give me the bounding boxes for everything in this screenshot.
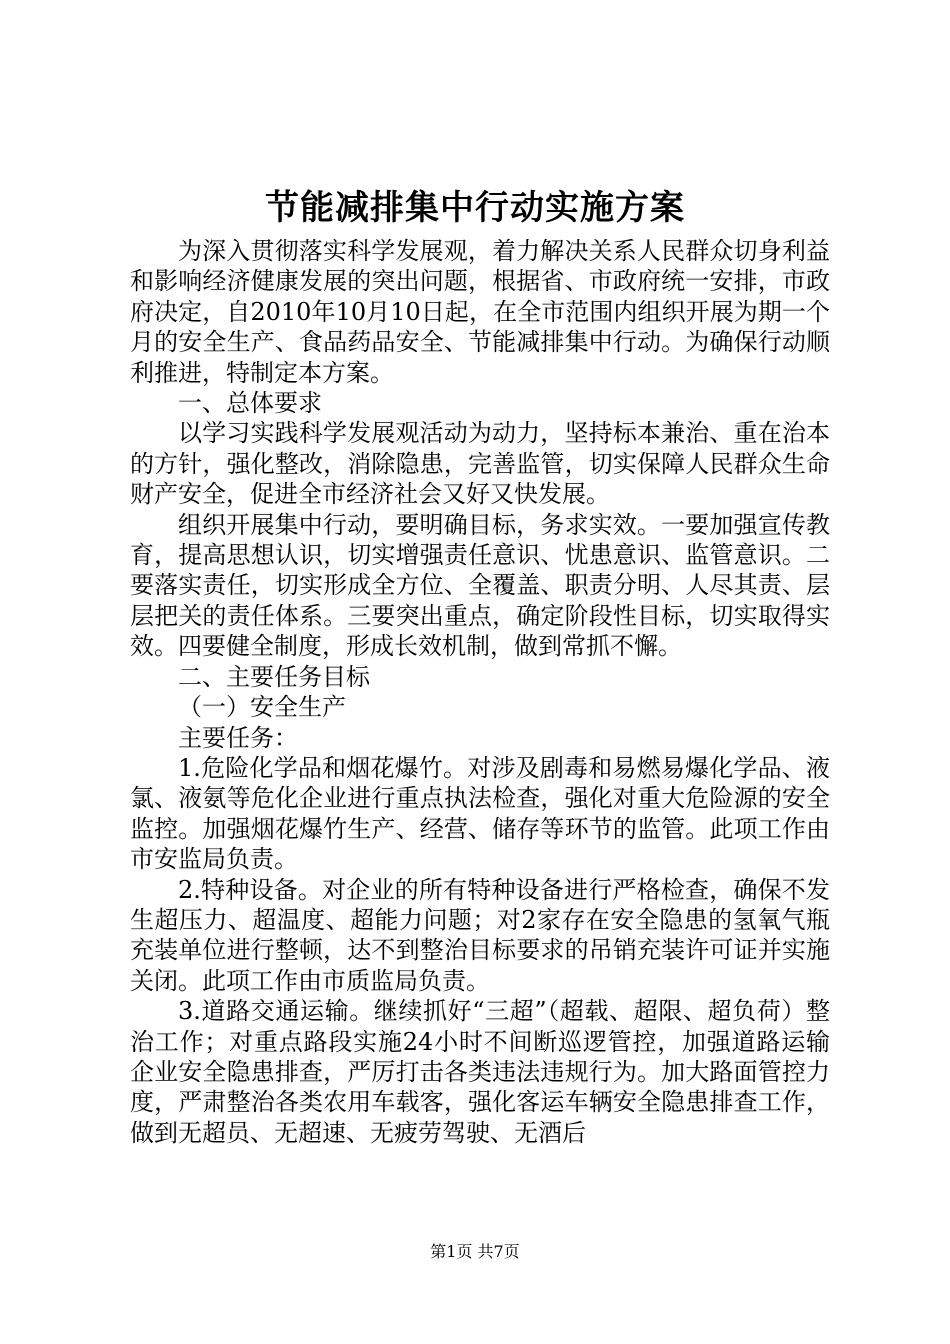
task-item-special-equipment: 2.特种设备。对企业的所有特种设备进行严格检查，确保不发生超压力、超温度、超能力问题；对2家存在安全隐患的氢氧气瓶充装单位进行整顿，达不到整治目标要求的吊销充装许可证并实施关闭。此项工作由市质监局负责。 bbox=[130, 875, 830, 995]
page-footer: 第1页 共7页 bbox=[430, 1242, 520, 1261]
document-title: 节能减排集中行动实施方案 bbox=[265, 188, 685, 228]
paragraph-guiding-principle: 以学习实践科学发展观活动为动力，坚持标本兼治、重在治本的方针，强化整改，消除隐患，完善监管，切实保障人民群众生命财产安全，促进全市经济社会又好又快发展。 bbox=[130, 419, 830, 509]
section-heading-main-tasks: 二、主要任务目标 bbox=[178, 662, 370, 691]
paragraph-intro: 为深入贯彻落实科学发展观，着力解决关系人民群众切身利益和影响经济健康发展的突出问题，根据省、市政府统一安排，市政府决定，自2010年10月10日起，在全市范围内组织开展为期一个月的安全生产、食品药品安全、节能减排集中行动。为确保行动顺利推进，特制定本方案。 bbox=[130, 237, 830, 387]
task-item-hazardous-chemicals: 1.危险化学品和烟花爆竹。对涉及剧毒和易燃易爆化学品、液氯、液氨等危化企业进行重点执法检查，强化对重大危险源的安全监控。加强烟花爆竹生产、经营、储存等环节的监管。此项工作由市安监局负责。 bbox=[130, 753, 830, 874]
task-item-road-transport: 3.道路交通运输。继续抓好“三超”（超载、超限、超负荷）整治工作；对重点路段实施24小时不间断巡逻管控，加强道路运输企业安全隐患排查，严厉打击各类违法违规行为。加大路面管控力度，严肃整治各类农用车载客，强化客运车辆安全隐患排查工作，做到无超员、无超速、无疲劳驾驶、无酒后 bbox=[130, 997, 830, 1147]
subsection-heading-safety-production: （一）安全生产 bbox=[178, 693, 346, 722]
paragraph-organization: 组织开展集中行动，要明确目标，务求实效。一要加强宣传教育，提高思想认识，切实增强责任意识、忧患意识、监管意识。二要落实责任，切实形成全方位、全覆盖、职责分明、人尽其责、层层把关的责任体系。三要突出重点，确定阶段性目标，切实取得实效。四要健全制度，形成长效机制，做到常抓不懈。 bbox=[130, 510, 830, 661]
document-body bbox=[130, 236, 830, 1148]
section-heading-general-requirements: 一、总体要求 bbox=[178, 389, 322, 418]
label-main-tasks: 主要任务： bbox=[178, 723, 298, 752]
